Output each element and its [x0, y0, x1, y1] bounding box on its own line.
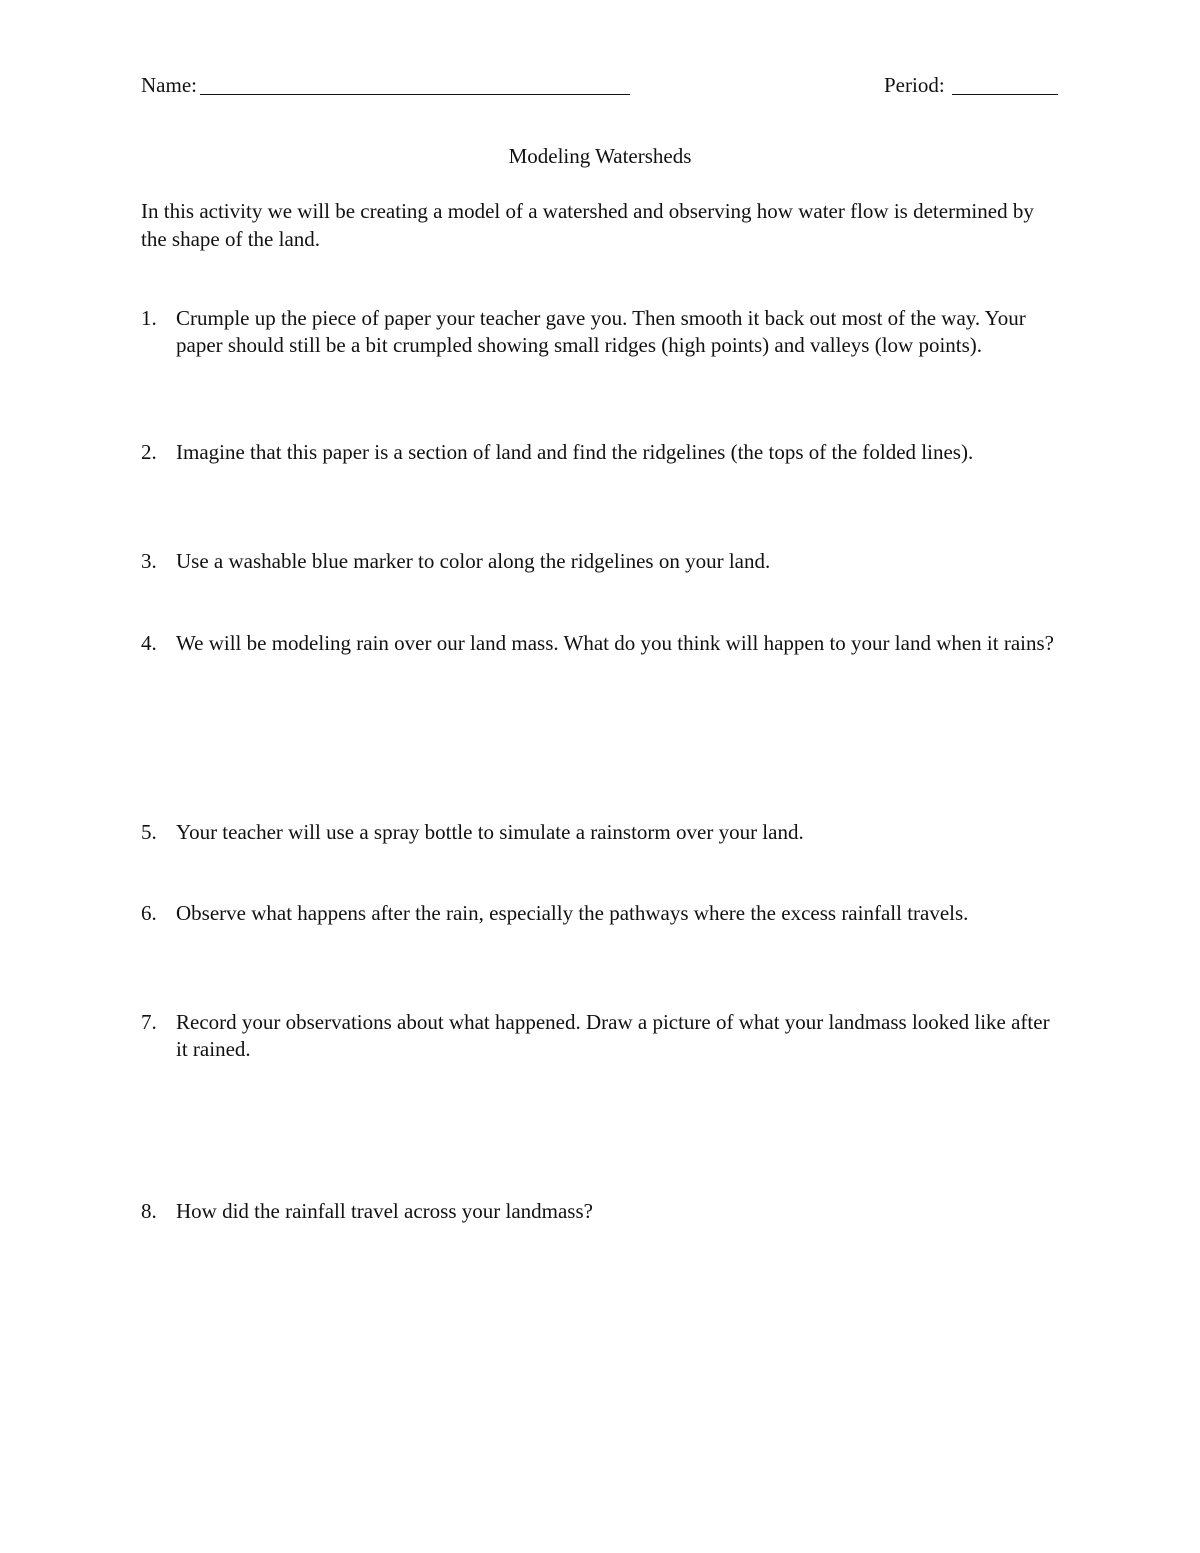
intro-paragraph: In this activity we will be creating a model of a watershed and observing how water flow is determined by the shape of the land. — [141, 199, 1034, 251]
page-title: Modeling Watersheds — [508, 144, 692, 168]
period-label: Period: — [884, 73, 945, 97]
period-field[interactable] — [952, 94, 1058, 95]
name-label: Name: — [141, 73, 197, 97]
item-text: Your teacher will use a spray bottle to simulate a rainstorm over your land. — [176, 820, 804, 844]
item-number: 5. — [141, 820, 157, 844]
item-number: 2. — [141, 440, 157, 464]
item-text: How did the rainfall travel across your landmass? — [176, 1199, 593, 1223]
item-number: 4. — [141, 631, 157, 655]
item-text: Use a washable blue marker to color along the ridgelines on your land. — [176, 549, 771, 573]
item-text: Imagine that this paper is a section of land and find the ridgelines (the tops of the folded lines). — [176, 440, 974, 464]
item-text: Observe what happens after the rain, especially the pathways where the excess rainfall travels. — [176, 901, 969, 925]
item-number: 8. — [141, 1199, 157, 1223]
item-number: 3. — [141, 549, 157, 573]
item-number: 1. — [141, 306, 157, 330]
item-number: 6. — [141, 901, 157, 925]
item-text: Record your observations about what happened. Draw a picture of what your landmass looked like after it rained. — [176, 1010, 1050, 1061]
item-number: 7. — [141, 1010, 157, 1034]
name-field[interactable] — [200, 94, 630, 95]
item-text: Crumple up the piece of paper your teacher gave you. Then smooth it back out most of the way. Your paper should still be a bit crumpled showing small ridges (high points) and valleys (low points). — [176, 306, 1026, 357]
item-text: We will be modeling rain over our land mass. What do you think will happen to your land when it rains? — [176, 631, 1054, 655]
